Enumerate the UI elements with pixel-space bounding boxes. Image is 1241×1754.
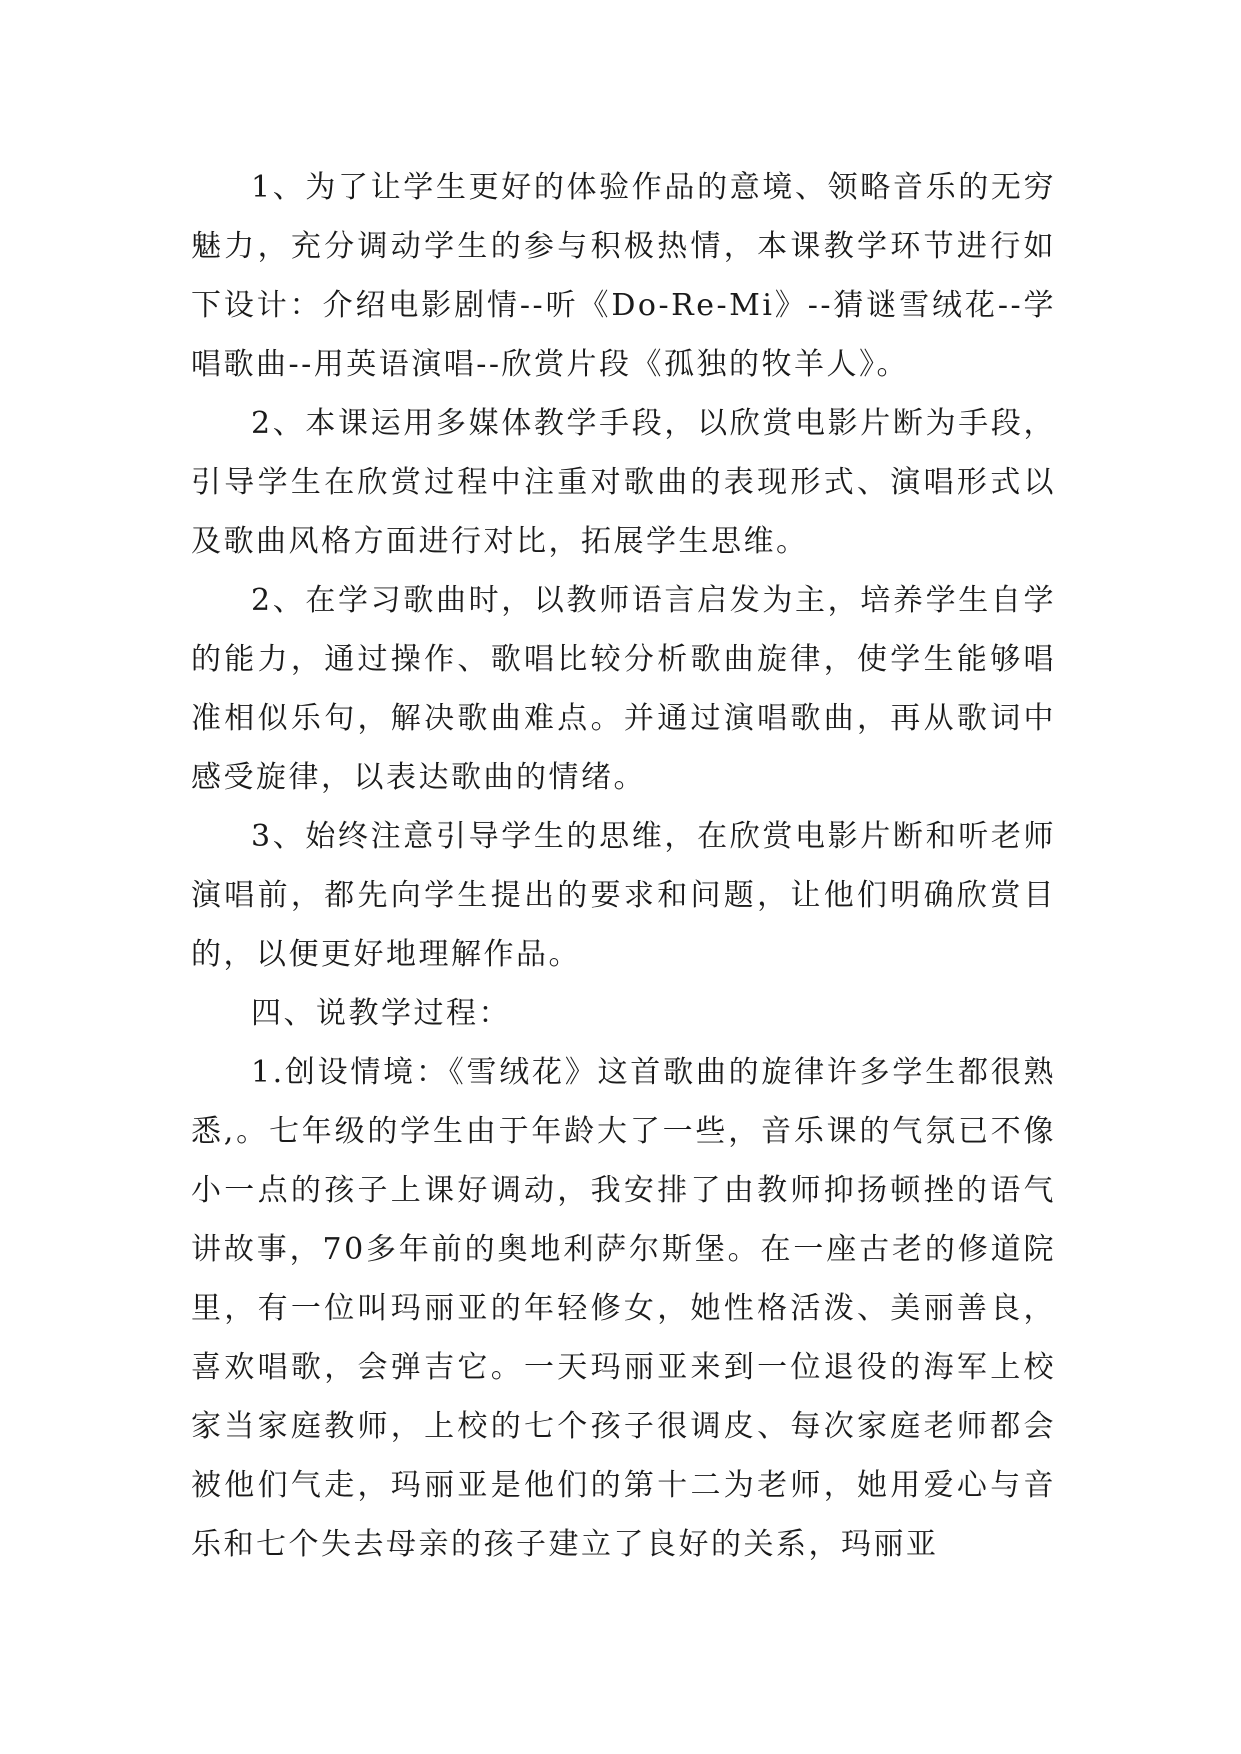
- document-body: [191, 158, 1056, 1574]
- paragraph-design-steps: 1、为了让学生更好的体验作品的意境、领略音乐的无穷魅力，充分调动学生的参与积极热情，本课教学环节进行如下设计：介绍电影剧情--听《Do-Re-Mi》--猜谜雪绒花--学唱歌曲--用英语演唱--欣赏片段《孤独的牧羊人》。: [191, 170, 1056, 382]
- paragraph-song-learning: 2、在学习歌曲时，以教师语言启发为主，培养学生自学的能力，通过操作、歌唱比较分析歌曲旋律，使学生能够唱准相似乐句，解决歌曲难点。并通过演唱歌曲，再从歌词中感受旋律，以表达歌曲的情绪。: [191, 583, 1056, 795]
- paragraph-multimedia: 2、本课运用多媒体教学手段，以欣赏电影片断为手段，引导学生在欣赏过程中注重对歌曲的表现形式、演唱形式以及歌曲风格方面进行对比，拓展学生思维。: [191, 406, 1056, 559]
- paragraph-guiding-thinking: 3、始终注意引导学生的思维，在欣赏电影片断和听老师演唱前，都先向学生提出的要求和问题，让他们明确欣赏目的，以便更好地理解作品。: [191, 819, 1056, 972]
- paragraph-create-scenario: 1.创设情境：《雪绒花》这首歌曲的旋律许多学生都很熟悉,。七年级的学生由于年龄大了一些，音乐课的气氛已不像小一点的孩子上课好调动，我安排了由教师抑扬顿挫的语气讲故事，70多年前的奥地利萨尔斯堡。在一座古老的修道院里，有一位叫玛丽亚的年轻修女，她性格活泼、美丽善良，喜欢唱歌，会弹吉它。一天玛丽亚来到一位退役的海军上校家当家庭教师，上校的七个孩子很调皮、每次家庭老师都会被他们气走，玛丽亚是他们的第十二为老师，她用爱心与音乐和七个失去母亲的孩子建立了良好的关系，玛丽亚: [191, 1055, 1056, 1562]
- section-heading-teaching-process: 四、说教学过程：: [251, 996, 511, 1031]
